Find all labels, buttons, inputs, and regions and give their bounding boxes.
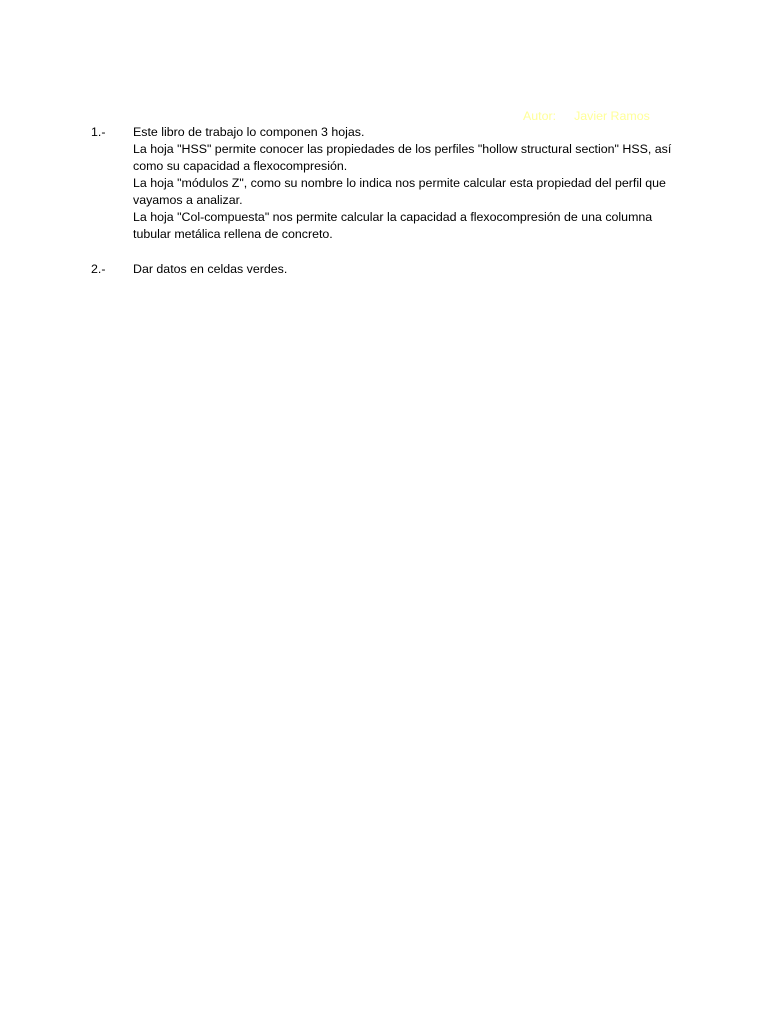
instruction-item-2 (91, 261, 691, 278)
instruction-number-1: 1.- (91, 125, 106, 139)
instruction-text-2 (133, 261, 689, 278)
instruction-item-1 (91, 124, 691, 243)
instruction-number-2: 2.- (91, 262, 106, 276)
author-line (523, 108, 650, 124)
instruction-1-line-2: La hoja "HSS" permite conocer las propiedades de los perfiles "hollow structural section" HSS, así como su capacidad a flexocompresión. (133, 142, 672, 173)
instruction-1-line-4: La hoja "Col-compuesta" nos permite calcular la capacidad a flexocompresión de una columna tubular metálica rellena de concreto. (133, 210, 653, 241)
instruction-1-line-3: La hoja "módulos Z", como su nombre lo indica nos permite calcular esta propiedad del perfil que vayamos a analizar. (133, 176, 666, 207)
author-name: Javier Ramos (574, 109, 650, 123)
instruction-text-1 (133, 124, 689, 243)
instruction-1-line-1: Este libro de trabajo lo componen 3 hojas. (133, 125, 365, 139)
instruction-2-line-1: Dar datos en celdas verdes. (133, 262, 288, 276)
author-label: Autor: (523, 109, 557, 123)
